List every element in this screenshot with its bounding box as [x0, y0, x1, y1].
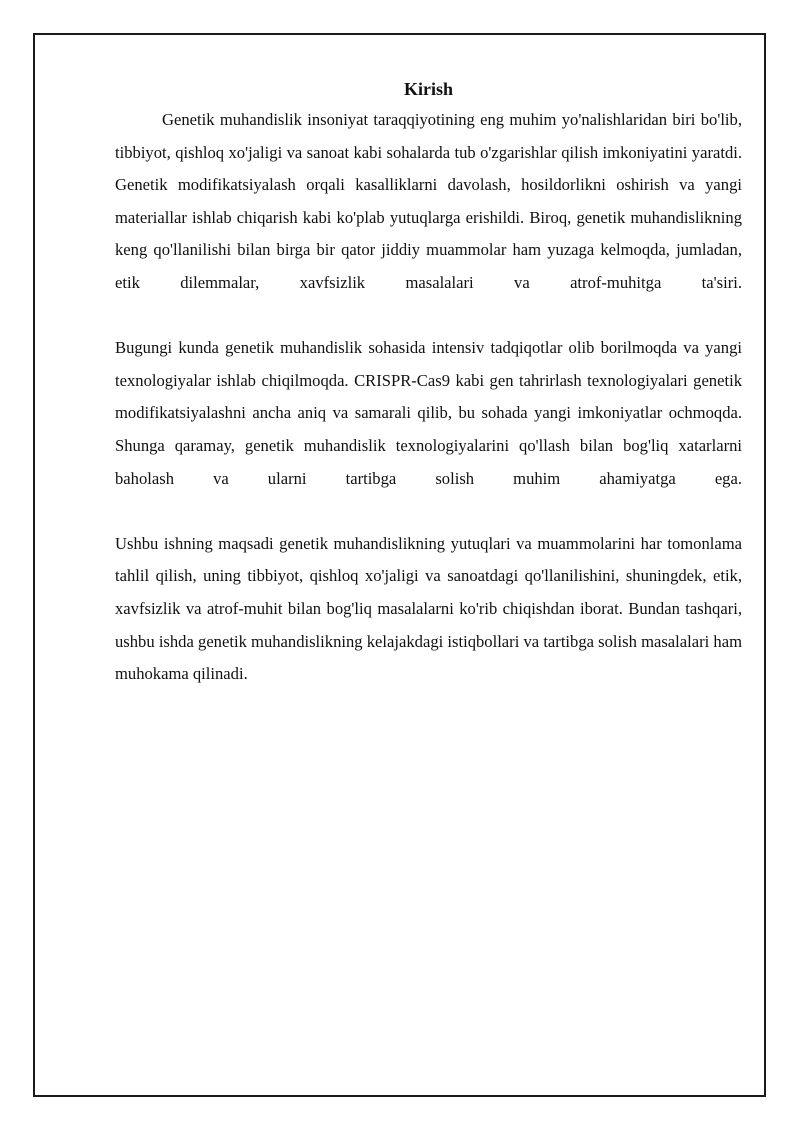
paragraph-3: Ushbu ishning maqsadi genetik muhandislikning yutuqlari va muammolarini har tomonlama tahlil qilish, uning tibbiyot, qishloq xo'jaligi va sanoatdagi qo'llanilishini, shuningdek, etik, xavfsizlik va atrof-muhit bilan bog'liq masalalarni ko'rib chiqishdan iborat. Bundan tashqari, ushbu ishda genetik muhandislikning kelajakdagi istiqbollari va tartibga solish masalalari ham muhokama qilinadi. — [115, 533, 742, 684]
paragraph-spacer — [115, 495, 742, 528]
paragraph-1: Genetik muhandislik insoniyat taraqqiyotining eng muhim yo'nalishlaridan biri bo'lib, tibbiyot, qishloq xo'jaligi va sanoat kabi sohalarda tub o'zgarishlar qilish imkoniyatini yaratdi. Genetik modifikatsiyalash orqali kasalliklarni davolash, hosildorlikni oshirish va yangi materiallar ishlab chiqarish kabi ko'plab yutuqlarga erishildi. Biroq, genetik muhandislikning keng qo'llanilishi bilan birga bir qator jiddiy muammolar ham yuzaga kelmoqda, jumladan, etik dilemmalar, xavfsizlik masalalari va atrof-muhitga ta'siri. — [115, 110, 742, 292]
paragraph-spacer — [115, 300, 742, 333]
document-body — [115, 76, 742, 691]
document-title: Kirish — [403, 79, 453, 99]
paragraph-2: Bugungi kunda genetik muhandislik sohasida intensiv tadqiqotlar olib borilmoqda va yangi texnologiyalar ishlab chiqilmoqda. CRISPR-Cas9 kabi gen tahrirlash texnologiyalari genetik modifikatsiyalashni ancha aniq va samarali qilib, bu sohada yangi imkoniyatlar ochmoqda. Shunga qaramay, genetik muhandislik texnologiyalarini qo'llash bilan bog'liq xatarlarni baholash va ularni tartibga solish muhim ahamiyatga ega. — [115, 338, 742, 488]
